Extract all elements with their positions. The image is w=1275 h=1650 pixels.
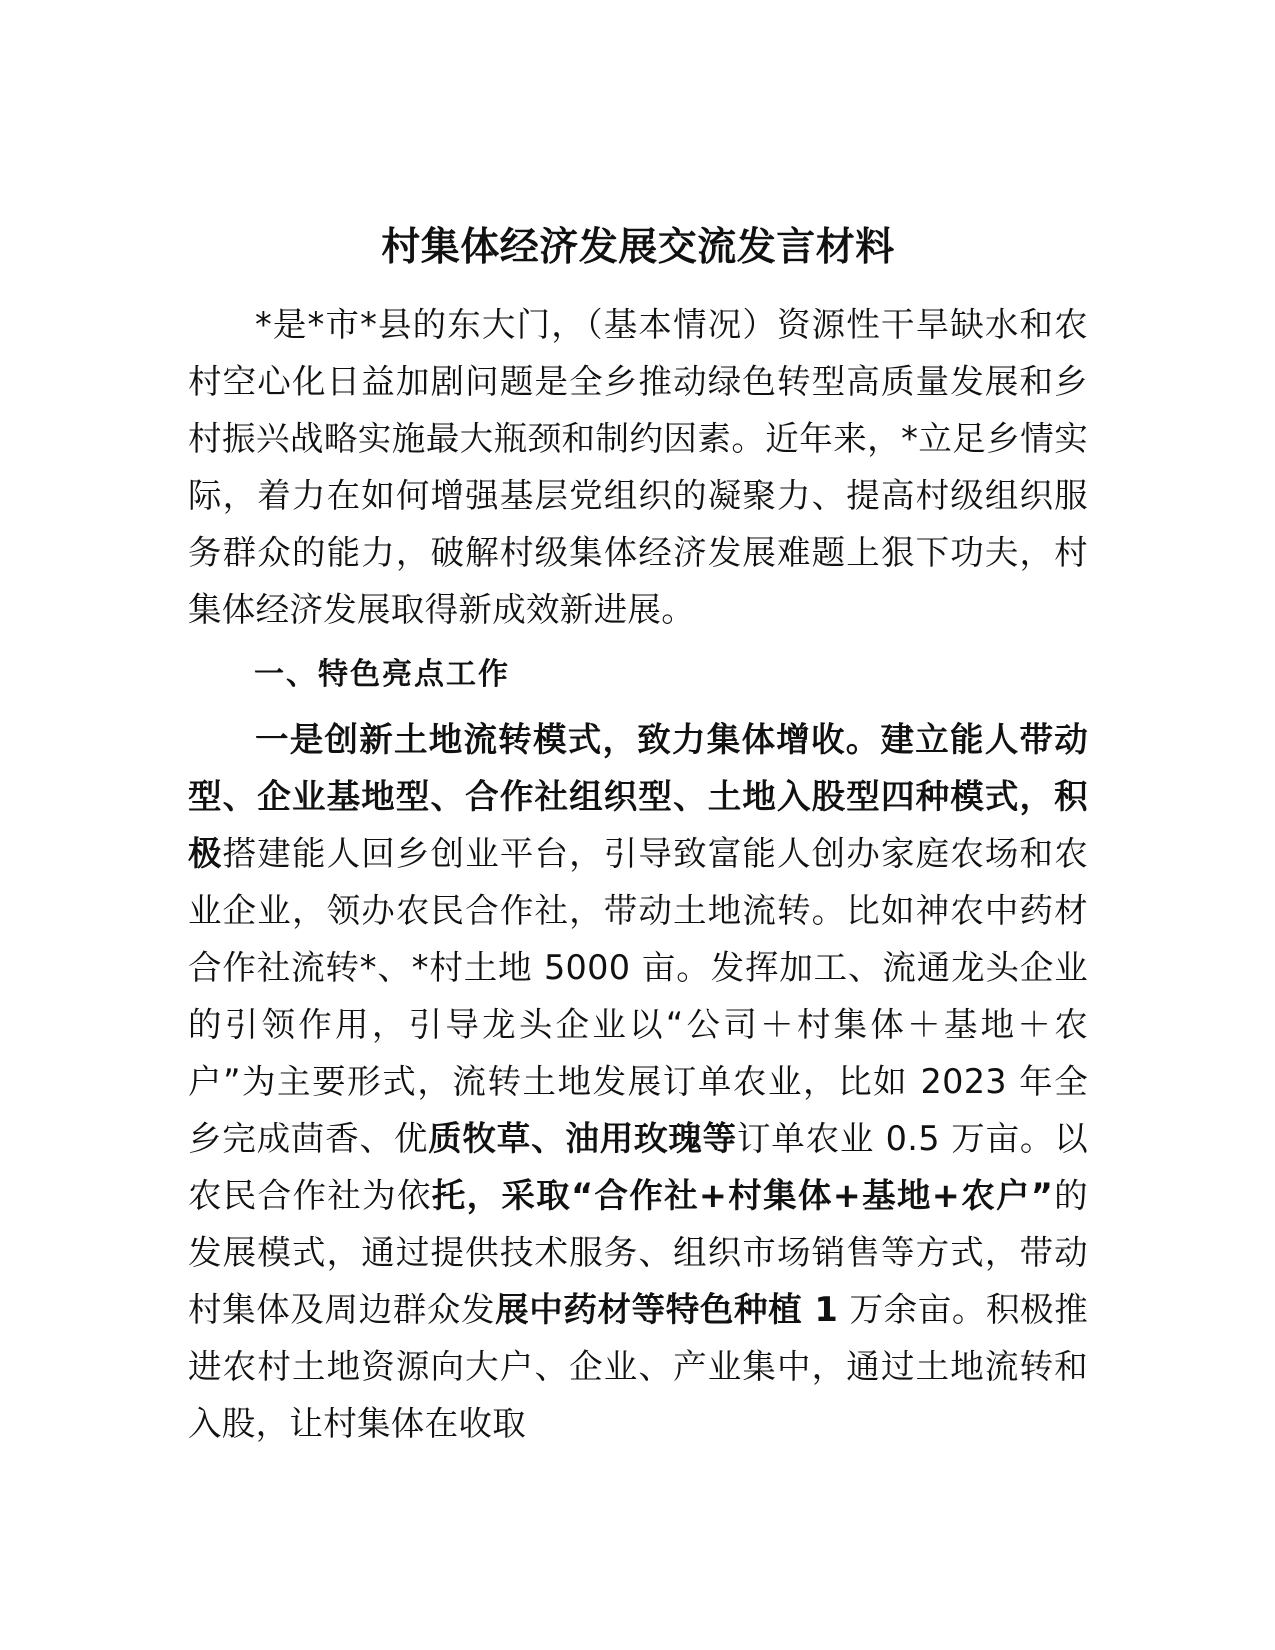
- section-heading: 一、特色亮点工作: [254, 657, 510, 692]
- document-body: [188, 296, 1088, 1452]
- intro-paragraph: *是*市*县的东大门，（基本情况）资源性干旱缺水和农村空心化日益加剧问题是全乡推动绿色转型高质量发展和乡村振兴战略实施最大瓶颈和制约因素。近年来，*立足乡情实际，着力在如何增强基层党组织的凝聚力、提高村级组织服务群众的能力，破解村级集体经济发展难题上狠下功夫，村集体经济发展取得新成效新进展。: [188, 305, 1088, 629]
- paragraph-text: 订单农业 0.5 万亩。以农民合作社为依: [188, 1119, 1088, 1215]
- paragraph-text: 搭建能人回乡创业平台，引导致富能人创办家庭农场和农业企业，领办农民合作社，带动土地流转。比如神农中药材合作社流转*、*村土地 5000 亩。发挥加工、流通龙头企业的引领作用，引导龙头企业以“公司＋村集体＋基地＋农户”为主要形式，流转土地发展订单农业，比如 2023 年全乡完成茴香、优: [188, 834, 1088, 1158]
- paragraph-bold-text: 质牧草、油用玫瑰等: [428, 1119, 737, 1158]
- section-paragraph: [188, 711, 1088, 1452]
- paragraph-text: 的发展模式，通过提供技术服务、组织市场销售等方式，带动村集体及周边群众发: [188, 1176, 1088, 1329]
- paragraph-bold-text: 托，采取“合作社+村集体+基地+农户”: [431, 1176, 1054, 1215]
- paragraph-text: 万余亩。积极推进农村土地资源向大户、企业、产业集中，通过土地流转和入股，让村集体在收取: [188, 1290, 1088, 1443]
- paragraph-lead-bold: 一是创新土地流转模式，致力集体增收。建立能人带动型、企业基地型、合作社组织型、土地入股型四种模式，积极: [188, 720, 1088, 873]
- document-title: 村集体经济发展交流发言材料: [381, 225, 895, 270]
- paragraph-bold-text: 展中药材等特色种植 1: [495, 1290, 839, 1329]
